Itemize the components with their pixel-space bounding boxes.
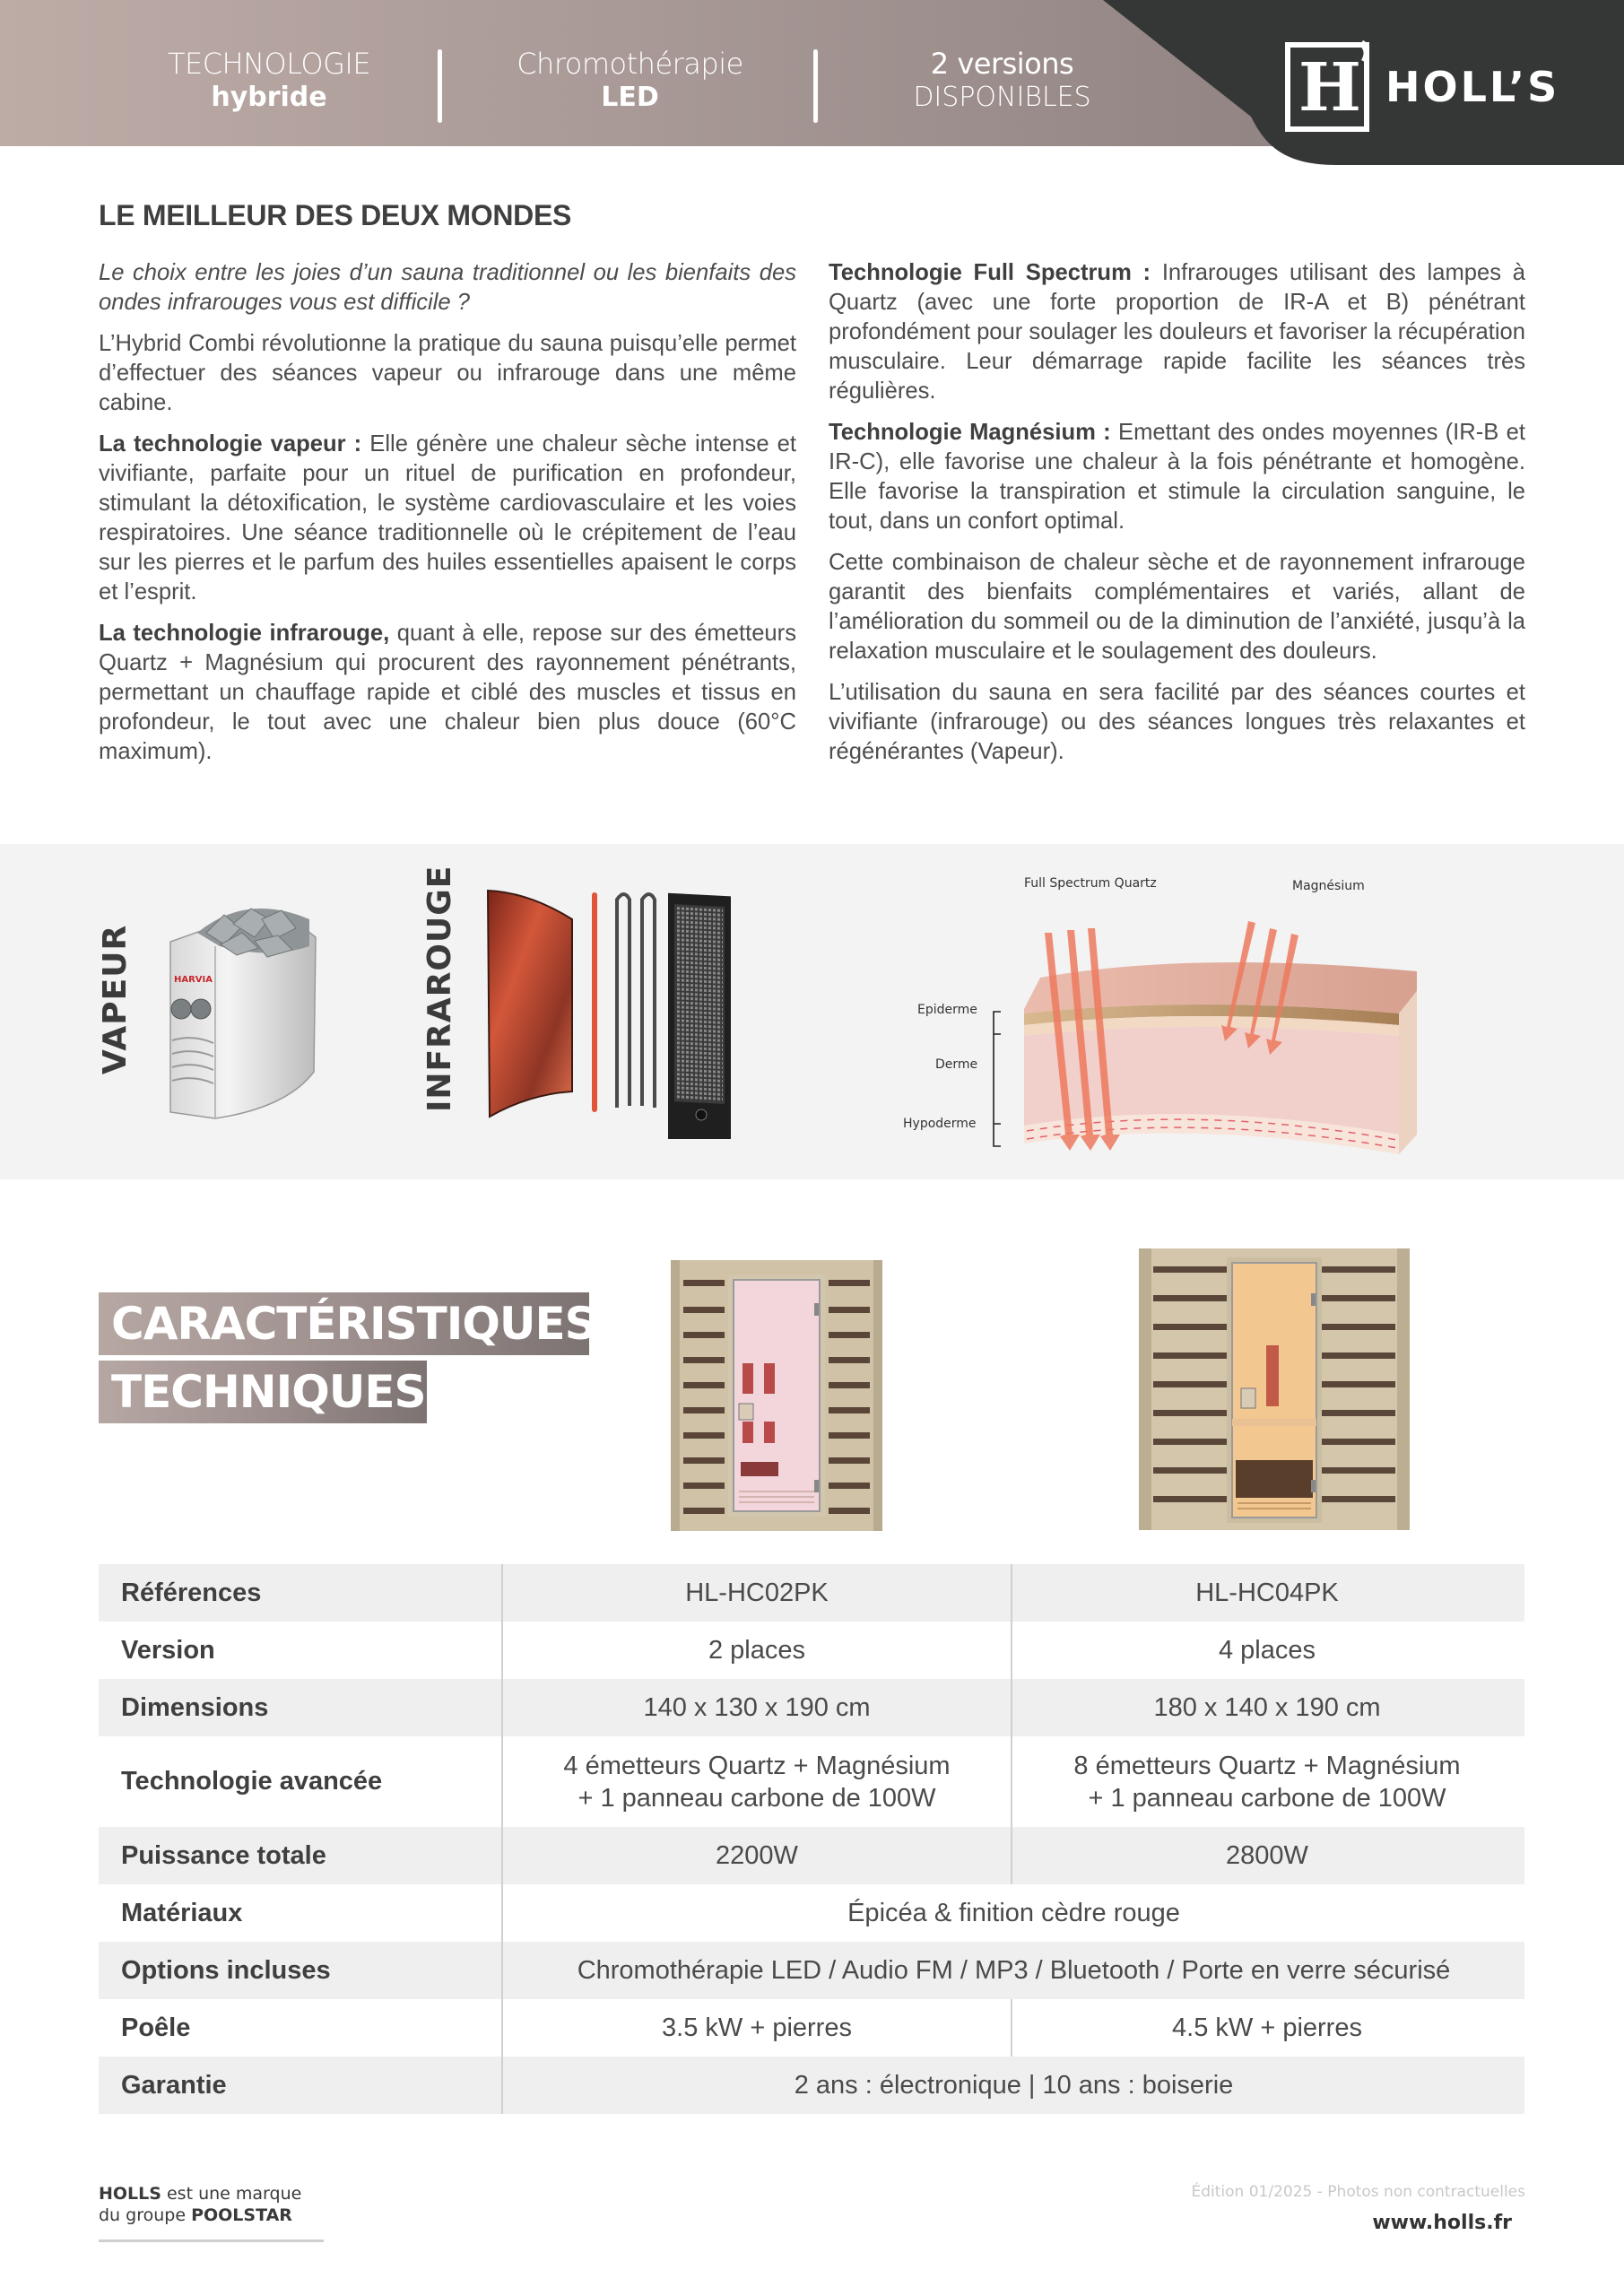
paragraph-heading: La technologie infrarouge, [99,621,390,646]
table-row-references [99,1564,1524,1622]
row-label: Références [99,1564,503,1622]
table-row-options [99,1942,1524,1999]
intro-paragraph: L’Hybrid Combi révolutionne la pratique du sauna puisqu’elle permet d’effectuer des séances vapeur ou infrarouge dans une même cabine. [99,331,796,415]
paragraph-text: Emettant des ondes moyennes (IR-B et IR-C), elle favorise une chaleur à la fois pénétrante et homogène. Elle favorise la transpiration et stimule la circulation sanguine, le tout, dans un confort optimal. [829,420,1525,534]
footer-brand-note [99,2183,301,2226]
footer-edition: Édition 01/2025 - Photos non contractuelles [1191,2183,1525,2201]
cell-line: 8 émetteurs Quartz + Magnésium [1073,1751,1461,1780]
paragraph-text: Elle génère une chaleur sèche intense et vivifiante, parfaite pour un rituel de purification en profondeur, stimulant la détoxification, le système cardiovasculaire et les voies respiratoires. Une séance traditionnelle où le crépitement de l’eau sur les pierres et le parfum des huiles essentielles apaisent le corps et l’esprit. [99,431,796,604]
row-label: Matériaux [99,1884,503,1942]
cell-model-2: 3.5 kW + pierres [503,1999,1012,2057]
table-row-materials [99,1884,1524,1942]
cell-model-2: 2200W [503,1827,1012,1884]
intro-paragraph: Cette combinaison de chaleur sèche et de rayonnement infrarouge garantit des bienfaits complémentaires et variés, allant de l’amélioration du sommeil ou de la diminution de l’anxiété, jusqu’à la relaxation musculaire et le soulagement des douleurs. [829,550,1525,664]
cell-model-4: 2800W [1226,1841,1308,1870]
row-label: Garantie [99,2057,503,2114]
table-row-version [99,1622,1524,1679]
cell-model-4: 4 places [1218,1636,1316,1665]
header-feature-versions [897,47,1107,115]
intro-paragraph [99,619,796,767]
infrarouge-label: INFRAROUGE [421,865,458,1112]
cell-both-models: 2 ans : électronique | 10 ans : boiserie [794,2071,1234,2100]
table-row-stove [99,1999,1524,2057]
header-feature-led [502,47,758,115]
cell-line: + 1 panneau carbone de 100W [578,1783,936,1813]
feature-line1: 2 versions [930,47,1074,81]
cell-model-2: 140 x 130 x 190 cm [503,1679,1012,1736]
intro-paragraph [99,430,796,607]
logo-monogram: H [1298,49,1361,126]
cell-model-2: 2 places [503,1622,1012,1679]
row-label: Options incluses [99,1942,503,1999]
label-magnesium: Magnésium [1292,879,1365,893]
table-row-dimensions [99,1679,1524,1736]
cell-model-4: HL-HC04PK [1195,1578,1339,1607]
intro-paragraph: L’utilisation du sauna en sera facilité par des séances courtes et vivifiante (infrarouge) ou des séances longues très relaxantes et régénérantes (Vapeur). [829,680,1525,764]
table-row-power [99,1827,1524,1884]
label-hypoderme: Hypoderme [903,1117,977,1131]
cell-both-models: Chromothérapie LED / Audio FM / MP3 / Bluetooth / Porte en verre sécurisé [577,1956,1451,1985]
paragraph-heading: La technologie vapeur : [99,431,362,457]
intro-title: LE MEILLEUR DES DEUX MONDES [99,199,572,231]
sauna-4-places-image [1139,1248,1410,1530]
cell-model-4: 4.5 kW + pierres [1172,2013,1362,2042]
cell-model-2 [503,1736,1012,1827]
row-label: Poêle [99,1999,503,2057]
intro-paragraph [829,418,1525,536]
paragraph-text: quant à elle, repose sur des émetteurs Quartz + Magnésium qui procurent des rayonnement pénétrants, permettant un chauffage rapide et ciblé des muscles et tissus en profondeur, le tout avec une chaleur bien plus douce (60°C maximum). [99,621,796,764]
table-row-technology [99,1736,1524,1827]
header-separator [438,49,442,123]
table-row-warranty [99,2057,1524,2114]
intro-lead: Le choix entre les joies d’un sauna traditionnel ou les bienfaits des ondes infrarouges vous est difficile ? [99,260,796,315]
footer-brand: HOLLS [99,2184,161,2204]
intro-left-column [99,258,796,778]
feature-line2: hybride [211,82,327,113]
sauna-2-places-image [671,1260,882,1531]
footer-group-text: du groupe [99,2205,192,2225]
logo-name: HOLL’S [1385,63,1560,111]
feature-line1: TECHNOLOGIE [167,47,371,81]
intro-right-column [829,258,1525,778]
feature-line2: DISPONIBLES [913,82,1091,113]
paragraph-heading: Technologie Full Spectrum : [829,260,1151,285]
cell-both-models: Épicéa & finition cèdre rouge [847,1899,1180,1927]
feature-line1: Chromothérapie [517,47,743,81]
vapeur-label: VAPEUR [97,924,134,1074]
header-separator [813,49,818,123]
row-label: Puissance totale [99,1827,503,1884]
row-label: Technologie avancée [99,1736,503,1827]
footer-website-link[interactable]: www.holls.fr [1372,2212,1512,2234]
sauna-stove-icon [161,883,368,1144]
row-label: Version [99,1622,503,1679]
skin-penetration-diagram [897,865,1453,1161]
paragraph-text: Infrarouges utilisant des lampes à Quartz (avec une forte proportion de IR-A et B) pénétrant profondément pour soulager les douleurs et favoriser la récupération musculaire. Leur démarrage rapide facilite les séances très régulières. [829,260,1526,404]
specs-table [99,1564,1524,2114]
holls-logo [1282,40,1569,139]
label-full-spectrum: Full Spectrum Quartz [1024,876,1157,891]
cell-model-2: HL-HC02PK [503,1564,1012,1622]
footer-divider [99,2239,324,2242]
cell-model-4 [1012,1736,1522,1827]
footer-group: POOLSTAR [191,2205,292,2225]
stove-brand: HARVIA [174,975,213,985]
intro-paragraph [829,258,1525,406]
footer-brand-text: est une marque [161,2184,302,2204]
header-feature-hybrid [152,47,386,115]
row-label: Dimensions [99,1679,503,1736]
infrared-emitter-icon [484,883,735,1139]
cell-line: + 1 panneau carbone de 100W [1088,1783,1446,1813]
cell-model-4: 180 x 140 x 190 cm [1153,1693,1381,1722]
specs-title-line1: CARACTÉRISTIQUES [99,1292,589,1355]
feature-line2: LED [601,82,659,113]
paragraph-heading: Technologie Magnésium : [829,420,1111,445]
label-derme: Derme [935,1057,978,1072]
specs-title-line2: TECHNIQUES [99,1361,427,1423]
label-epiderme: Epiderme [917,1003,977,1017]
cell-line: 4 émetteurs Quartz + Magnésium [563,1751,951,1780]
